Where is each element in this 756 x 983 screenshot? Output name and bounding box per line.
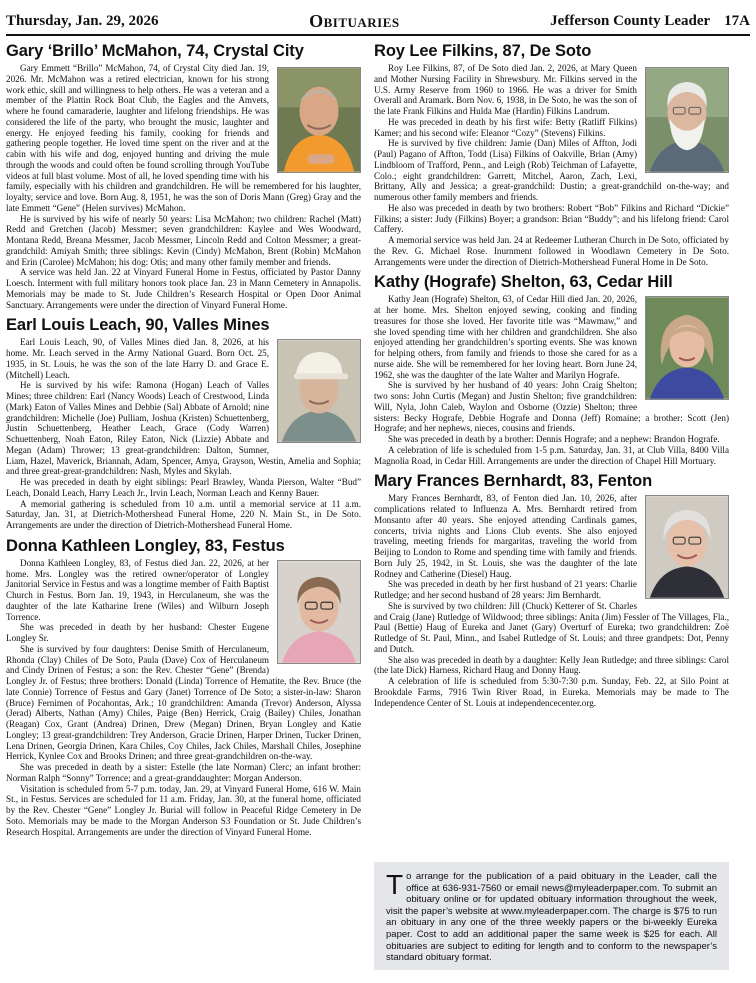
obituary-paragraph: Kathy Jean (Hografe) Shelton, 63, of Cedar Hill died Jan. 20, 2026, at her home. Mrs. Shelton enjoyed sewing, cooking and finding treasures for those she loved. Her favorite title was “Mawmaw,” and she loved spending time with her children and grandchildren. She also enjoyed attending her grandchildren’s sporting events. She was known for helping others, from family and friends to those she cared for as a nurse aide. She will be remembered for her loving heart. Born June 24, 1962, she was the daughter of the late Walter and Marilyn Hografe. [374, 294, 637, 380]
portrait-photo [645, 67, 729, 173]
obituary-paragraph: She is survived by two children: Jill (Chuck) Ketterer of St. Charles and Craig (Jane) Rutledge of Wildwood; three siblings: Anita (Jim) Fessler of The Villages, Fla., Paul (Bettie) Haug of Eureka and Janet (Gary) Overturf of Eureka; two grandchildren: Zoë Rutledge of St. Paul, Minn., and Isabel Rutledge of St. Louis; and three grandpets: Dot, Penny and Dutch. [374, 600, 729, 654]
obituary-paragraph: She is survived by four daughters: Denise Smith of Herculaneum, Rhonda (Clay) Chiles of De Soto, Paula (Dave) Cox of Herculaneum and Cindy Drinen of Festus; a son: the Rev. Chester “Gene” (Brenda) Longley Jr. of Festus; three brothers: Donald (Linda) Torrence of Hematite, the Rev. Bruce (the late Connie) Torrence of Festus and Gary (Janet) Torrence of De Soto; a sister-in-law: Sharon (Bruce) Fernimen of Pocahontas, Ark.; 10 grandchildren: Amanda (Trevor) Anderson, Alyssa (Jerad) Alberts, Nathan (Amy) Chiles, Paige (Ben) Herrick, Craig (Bailey) Chiles, Jonathan (Reagan) Cox, Grant (Andrea) Drinen, Drew (Megan) Drinen, Bryan Longley and Katie Longley; 13 great-grandchildren: Trey Anderson, Gracie Drinen, Harper Drinen, Tucker Drinen, Lena Drinen, Georgia Drinen, Kara Chiles, Coy Chiles, Jack Chiles, Marshall Chiles, Josephine Herrick, Kynlee Cox and Brooks Drinen; and three great-grandchildren on-the-way. [6, 643, 361, 762]
portrait-photo [277, 67, 361, 173]
portrait-photo [645, 495, 729, 599]
obituary-paragraph: He is survived by five children: Jamie (Dan) Miles of Affton, Jodi (Paul) Pagano of Affton, Todd (Lisa) Filkins of Oakville, Brian (Amy) Lindbloom of Trafford, Penn., and Leigh (Rob) Teichman of Lafayette, Colo.; eight grandchildren: Garrett, Mitchel, Aaron, Zach, Lexi, Brittany, Ally and Jessica; a great-grandchild: Dustin; a great-grandchild on-the-way; and numerous other family members and friends. [374, 138, 729, 202]
paper-name: Jefferson County Leader [550, 12, 711, 29]
obituary-paragraph: She is survived by her husband of 40 years: John Craig Shelton; two sons: John Curtis (Megan) and Justin Shelton; five grandchildren: Will, Nyla, John Caleb, Waylon and Osborne (Ozzie) Shelton; three sisters: Becky Hografe, Debbie Hografe and Donna (Jeff) Romaine; a brother: Scott (Jen) Hografe; and her nephews, nieces, cousins and friends. [374, 380, 729, 434]
left-column [6, 41, 361, 842]
portrait-photo [277, 560, 361, 664]
obituary-paragraph: Donna Kathleen Longley, 83, of Festus died Jan. 22, 2026, at her home. Mrs. Longley was the retired owner/operator of Longley Janitorial Service in Festus and was a longtime member of Faith Baptist Church in Festus. Born Jan. 19, 1943, in Herculaneum, she was the daughter of the late Katharine Irene (Wiles) and Wilburn Joseph Torrence. [6, 557, 269, 622]
obituary-title: Mary Frances Bernhardt, 83, Fenton [374, 472, 653, 491]
obituary-kathy-shelton [374, 272, 729, 466]
obituary-paragraph: A memorial service was held Jan. 24 at Redeemer Lutheran Church in De Soto, officiated by the Rev. G. Michael Rose. Inurnment followed in Woodlawn Cemetery in De Soto. Arrangements were under the direction of Dietrich-Mothershead Funeral Home in De Soto. [374, 235, 729, 267]
woman-portrait-icon [646, 297, 728, 399]
man-cap-portrait-icon [278, 340, 360, 442]
right-column [374, 41, 729, 713]
obituary-title: Donna Kathleen Longley, 83, Festus [6, 536, 285, 555]
obituary-paragraph: A memorial gathering is scheduled from 10 a.m. until a memorial service at 11 a.m. Saturday, Jan. 31, at Dietrich-Mothershead Funeral Home, 220 N. Main St., in De Soto. Arrangements are under the direction of Dietrich-Mothershead Funeral Home. [6, 498, 361, 530]
obituary-paragraph: She was preceded in death by her husband: Chester Eugene Longley Sr. [6, 622, 269, 643]
obituary-paragraph: A service was held Jan. 22 at Vinyard Funeral Home in Festus, officiated by Pastor Danny Loesch. Interment with full military honors took place Jan. 23 in Mann Cemetery in Annapolis. Memorials may be made to St. Jude Children’s Research Hospital or Open Door Animal Sanctuary. Arrangements were under the direction of Vinyard Funeral Home. [6, 267, 361, 310]
obituary-earl-leach [6, 315, 361, 531]
obituary-title: Kathy (Hografe) Shelton, 63, Cedar Hill [374, 273, 673, 292]
notice-dropcap: T [386, 869, 404, 900]
obituary-title: Earl Louis Leach, 90, Valles Mines [6, 316, 270, 335]
obituary-paragraph: She was preceded in death by a sister: Estelle (the late Norman) Clerc; an infant brother: Norman Ralph “Sonny” Torrence; and a great-granddaughter: Morgan Anderson. [6, 762, 361, 783]
bearded-man-portrait-icon [646, 68, 728, 172]
obituary-mary-bernhardt [374, 471, 729, 708]
obituary-title: Roy Lee Filkins, 87, De Soto [374, 42, 592, 60]
obituary-paragraph: She was preceded in death by her first husband of 21 years: Charlie Rutledge; and her second husband of 28 years: Jim Bernhardt. [374, 579, 637, 600]
obituary-paragraph: She also was preceded in death by a daughter: Kelly Jean Rutledge; and three siblings: Carol (the late Dick) Harness, Richard Haug and Donny Haug. [374, 654, 729, 676]
obituary-paragraph: He also was preceded in death by two brothers: Robert “Bob” Filkins and Richard “Dickie” Filkins; a sister: Judy (Filkins) Boyer; a grandson: Brian “Buddy”; and his lifelong friend: Carol Caffery. [374, 202, 729, 235]
woman-glasses-portrait-icon [646, 496, 728, 598]
obituary-paragraph: A celebration of life is scheduled from 1-5 p.m. Saturday, Jan. 31, at Club Villa, 8400 Villa Magnolia Road, in Cedar Hill. Arrangements are under the direction of Chapel Hill Mortuary. [374, 444, 729, 466]
obituary-title: Gary ‘Brillo’ McMahon, 74, Crystal City [6, 42, 304, 60]
obituary-roy-filkins [374, 41, 729, 267]
obituary-paragraph: He is survived by his wife: Ramona (Hogan) Leach of Valles Mines; three children: Earl (Nancy Woods) Leach of Crestwood, Linda (Mark) Eaton of Valles Mines and Debbie (Sal) Abbate of Arnold; nine grandchildren: Michelle (Joe) Pulliam, Joshua (Kristen) Schuettenberg, Justin Schuettenberg, Heather Leach, Grace (Cody Warren) Schuettenberg, Noah Eaton, Riley Eaton, Nick (Lizzie) Abbate and Megan (Adam) Thrower; 13 great-grandchildren: Dalton, Sumner, Liam, Hazel, Maverick, Briannah, Adam, Spencer, Amya, Grayson, Westin, Amelia and Sophia; and three great-great-grandchildren: Nash, Myles and Skylah. [6, 380, 361, 477]
obituary-paragraph: Visitation is scheduled from 5-7 p.m. today, Jan. 29, at Vinyard Funeral Home, 616 W. Main St., in Festus. Services are scheduled for 11 a.m. Friday, Jan. 30, at the funeral home, officiated by the Rev. Chester “Gene” Longley Jr. Burial will follow in Peaceful Ridge Cemetery in De Soto. Memorials may be made to the Morgan Anderson S3 Foundation or St. Jude Children’s Research Hospital. Arrangements are under the direction of Vinyard Funeral Home. [6, 783, 361, 837]
header-rule [6, 34, 750, 36]
portrait-photo [645, 296, 729, 400]
obituary-paragraph: He was preceded in death by his first wife: Betty (Ratliff Filkins) Kamer; and his second wife: Eleanor “Cozy” (Stevens) Filkins. [374, 116, 637, 138]
notice-text: o arrange for the publication of a paid obituary in the Leader, call the office at 636-931-7560 or email news@myleaderpaper.com. To submit an obituary online or for updated obituary information throughout the week, visit the paper’s website at www.myleaderpaper.com. The charge is $75 to run an obituary in any one of the three weekly papers or the bi-weekly Eureka paper. Cost to add an additional paper the same week is $25 for each. All obituaries are subject to editing for length and to conform to the newspaper’s standard obituary format. [386, 871, 717, 964]
portrait-photo [277, 339, 361, 443]
obituary-paragraph: Roy Lee Filkins, 87, of De Soto died Jan. 2, 2026, at Mary Queen and Mother Nursing Facility in Shrewsbury. Mr. Filkins served in the U.S. Army Reserve from 1960 to 1966. He was a driver for Smith Overall and Aramark. Born Nov. 6, 1938, in De Soto, he was the son of the late Frank Filkins and Hulda Mae (Hardin) Filkins Landrum. [374, 63, 637, 116]
obituary-donna-longley [6, 536, 361, 838]
obituary-paragraph: He is survived by his wife of nearly 50 years: Lisa McMahon; two children: Rachel (Matt) Redd and Gretchen (Jacob) Messmer; seven grandchildren: Kaylee and Wes Woodward, Montana Redd, Breana Messmer, Jacob Messmer, Lincoln Redd and Colton Messmer; a great-grandchild: Amiyah Smith; three siblings: Kevin (Cindy) McMahon, Brent (Robin) McMahon and Erin (Carolee) McMahon; his dog: Otis; and many other family member and friends. [6, 213, 361, 267]
page-header [6, 9, 750, 33]
obituary-gary-mcmahon [6, 41, 361, 310]
man-portrait-icon [278, 68, 360, 172]
obituary-paragraph: A celebration of life is scheduled from 5:30-7:30 p.m. Sunday, Feb. 22, at Silo Point at Brookdale Farms, 7916 Twin River Road, in Eureka. Memorials may be made to The Independence Center of St. Louis at independencecenter.org. [374, 676, 729, 708]
obituary-paragraph: He was preceded in death by eight siblings: Pearl Brawley, Wanda Pierson, Walter “Bud” Leach, Donald Leach, Harry Leach Jr., Irvin Leach, Norman Leach and Kenny Bauer. [6, 477, 361, 498]
obituary-paragraph: Gary Emmett “Brillo” McMahon, 74, of Crystal City died Jan. 19, 2026. Mr. McMahon was a retired electrician, known for his strong work ethic, skill and willingness to help others. He was a veteran and a member of the Plattin Rock Boat Club, the Eagles and the Amvets, where he found camaraderie, laughter and lifelong friendships. He was considered the life of the party, who brought the music, laughter and energy. He enjoyed feeding his family, cooking for friends and gathering people together. He loved time spent on the river and at the cabin with his wife and dog, enjoyed hunting and driving the mule through the woods and could often be found scrolling through YouTube videos at full blast volume. Most of all, he loved spending time with his family, especially with his children and grandchildren. He will be remembered for his laughter, loyalty, service and love. Born Aug. 8, 1951, he was the son of Doris Mann (Greg) Gray and the late Emmett “Gene” (Helen survives) McMahon. [6, 63, 361, 213]
woman-portrait-icon [278, 561, 360, 663]
obituary-submission-notice [374, 862, 729, 970]
section-title: Obituaries [309, 10, 400, 31]
page-number: 17A [724, 12, 750, 29]
issue-date: Thursday, Jan. 29, 2026 [6, 12, 159, 29]
obituary-paragraph: She was preceded in death by a brother: Dennis Hografe; and a nephew: Brandon Hografe. [388, 434, 720, 444]
obituary-paragraph: Earl Louis Leach, 90, of Valles Mines died Jan. 8, 2026, at his home. Mr. Leach served in the Army National Guard. Born Oct. 25, 1935, in St. Louis, he was the son of the late Harry D. and Grace E. (Mitchell) Leach. [6, 337, 269, 380]
obituary-paragraph: Mary Frances Bernhardt, 83, of Fenton died Jan. 10, 2026, after complications related to Influenza A. Mrs. Bernhardt retired from Monsanto after 40 years. She enjoyed attending Cardinals games, concerts, trivia nights and Lions Club events. She also enjoyed traveling, meeting friends for margaritas, traveling the world from Beijing to London to Rome and spending time with family and friends. Born July 25, 1942, in St. Louis, she was the daughter of the late Rodney and Catherine (Diesel) Haug. [374, 493, 637, 579]
